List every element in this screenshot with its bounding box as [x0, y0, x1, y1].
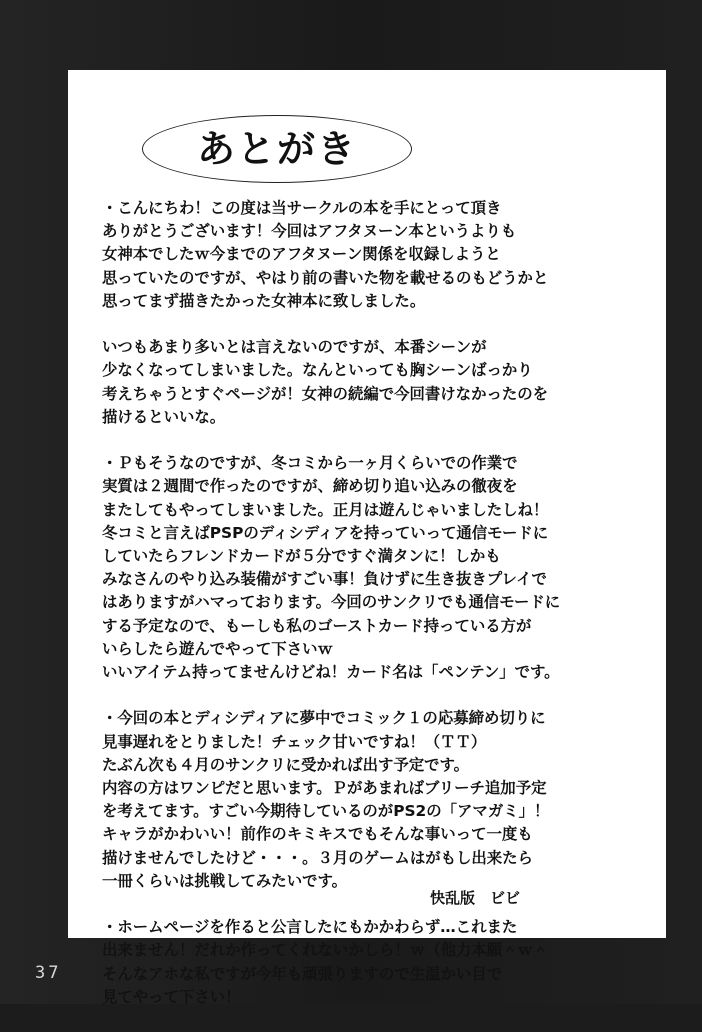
text-line: 女神本でしたｗ今までのアフタヌーン関係を収録しようと: [102, 245, 501, 264]
text-line: キャラがかわいい！前作のキミキスでもそんな事いって一度も: [102, 825, 533, 844]
page-number: 37: [35, 963, 62, 983]
paragraph-3: [102, 452, 642, 684]
text-line: たぶん次も４月のサンクリに受かれば出す予定です。: [102, 755, 470, 774]
paragraph-5: [102, 916, 642, 1009]
text-line: またしてもやってしまいました。正月は遊んじゃいましたしね！: [102, 500, 549, 519]
text-line: ありがとうございます！今回はアフタヌーン本というよりも: [102, 222, 517, 241]
text-line: ・Ｐもそうなのですが、冬コミから一ヶ月くらいでの作業で: [102, 454, 518, 473]
page-title: あとがき: [196, 127, 357, 171]
text-line: いいアイテム持ってませんけどね！カード名は「ペンテン」です。: [102, 663, 560, 682]
text-line: 一冊くらいは挑戦してみたいです。: [102, 871, 348, 890]
text-line: 描けませんでしたけど・・・。３月のゲームはがもし出来たら: [102, 848, 533, 867]
author-signature: 快乱版 ビビ: [430, 889, 521, 907]
text-line: 少なくなってしまいました。なんといっても胸シーンばっかり: [102, 361, 533, 380]
text-line: 見てやって下さい！: [102, 987, 241, 1006]
text-line: 出来ません！だれか作ってくれないかしら！ｗ（他力本願＾ｗ＾: [102, 941, 549, 960]
text-line: する予定なので、もーしも私のゴーストカード持っている方が: [102, 616, 532, 635]
afterword-body: [102, 197, 642, 1032]
text-line: 思ってまず描きたかった女神本に致しました。: [102, 291, 426, 310]
text-line: みなさんのやり込み装備がすごい事！負けずに生き抜きプレイで: [102, 570, 547, 589]
text-line: 思っていたのですが、やはり前の書いた物を載せるのもどうかと: [102, 268, 549, 287]
text-line: いらしたら遊んでやって下さいｗ: [102, 639, 333, 658]
text-line: はありますがハマっております。今回のサンクリでも通信モードに: [102, 593, 561, 612]
text-line: 考えちゃうとすぐページが！女神の続編で今回書けなかったのを: [102, 384, 549, 403]
text-line: ・こんにちわ！この度は当サークルの本を手にとって頂き: [102, 199, 502, 217]
text-line: していたらフレンドカードが５分ですぐ満タンに！しかも: [102, 547, 501, 566]
text-line: いつもあまり多いとは言えないのですが、本番シーンが: [102, 338, 487, 357]
text-line: 見事遅れをとりました！チェック甘いですね！（ＴＴ）: [102, 732, 487, 751]
paragraph-4: [102, 707, 642, 893]
text-line: を考えてます。すごい今期待しているのがPS2の「アマガミ」！: [102, 802, 550, 821]
text-line: そんなアホな私ですが今年も頑張りますので生温かい目で: [102, 964, 503, 983]
text-line: 冬コミと言えばPSPのディシディアを持っていって通信モードに: [102, 523, 549, 542]
text-line: 内容の方はワンピだと思います。Ｐがあまればブリーチ追加予定: [102, 779, 547, 798]
text-line: 描けるといいな。: [102, 407, 226, 426]
paragraph-1: [102, 197, 642, 313]
text-line: ・ホームページを作ると公言したにもかかわらず…これまた: [102, 918, 518, 937]
text-line: ・今回の本とディシディアに夢中でコミック１の応募締め切りに: [102, 709, 546, 728]
paragraph-2: [102, 336, 642, 429]
text-line: 実質は２週間で作ったのですが、締め切り追い込みの徹夜を: [102, 477, 518, 496]
